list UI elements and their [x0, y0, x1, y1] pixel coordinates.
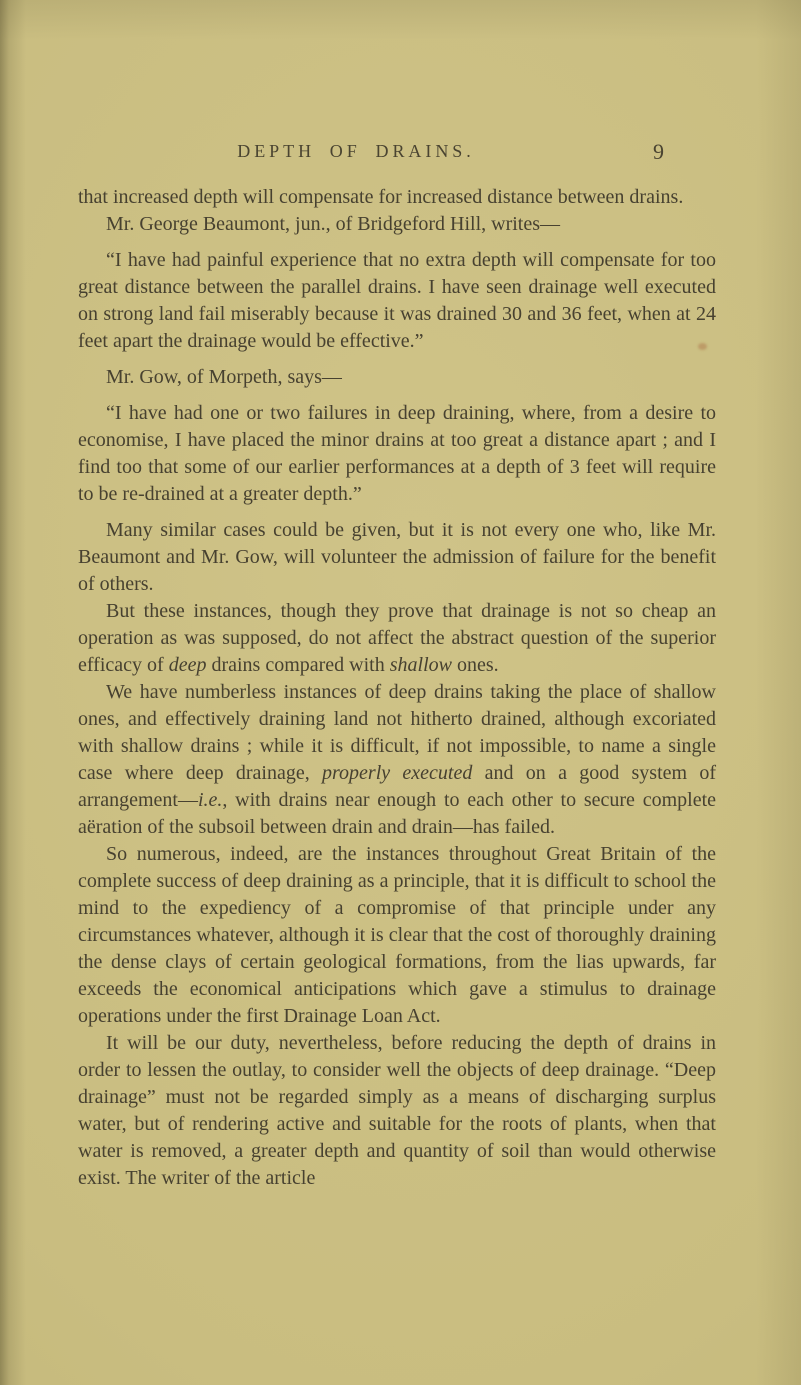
paragraph-body: It will be our duty, nevertheless, before reducing the depth of drains in order to lessen the outlay, to consider well the objects of deep drainage. “Deep drainage” must not be regarded simply as a means of discharging surplus water, but of rendering active and suitable for the roots of plants, when that water is removed, a greater depth and quantity of soil than would otherwise exist. The writer of the article: [78, 1032, 716, 1189]
paragraph-body: Mr. Gow, of Morpeth, says—: [106, 366, 342, 388]
paragraph-body: But these instances, though they prove that drainage is not so cheap an operation as was supposed, do not affect the abstract question of the superior efficacy of deep drains compared with shallow ones.: [78, 600, 716, 676]
paragraph-quote: “I have had one or two failures in deep draining, where, from a desire to economise, I have placed the minor drains at too great a distance apart ; and I find too that some of our earlier performances at a depth of 3 feet will require to be re-drained at a greater depth.”: [78, 402, 716, 505]
page-body: [78, 184, 716, 1192]
paragraph-body: We have numberless instances of deep drains taking the place of shallow ones, and effectively draining land not hitherto drained, although excoriated with shallow drains ; while it is difficult, if not impossible, to name a single case where deep drainage, properly executed and on a good system of arrangement—i.e., with drains near enough to each other to secure complete aëration of the subsoil between drain and drain—has failed.: [78, 681, 717, 838]
page-title: DEPTH OF DRAINS.: [237, 141, 475, 161]
paragraph-body: Many similar cases could be given, but it is not every one who, like Mr. Beaumont and Mr. Gow, will volunteer the admission of failure for the benefit of others.: [78, 519, 716, 595]
page-number: 9: [653, 139, 664, 164]
paper-blemish: [698, 343, 707, 350]
paragraph-body: Mr. George Beaumont, jun., of Bridgeford Hill, writes—: [106, 213, 561, 235]
running-head: [78, 141, 716, 171]
paragraph-body: So numerous, indeed, are the instances throughout Great Britain of the complete success of deep draining as a principle, that it is difficult to school the mind to the expediency of a compromise of that principle under any circumstances whatever, although it is clear that the cost of thoroughly draining the dense clays of certain geological formations, from the lias upwards, far exceeds the economical anticipations which gave a stimulus to drainage operations under the first Drainage Loan Act.: [78, 843, 716, 1027]
paragraph-quote: “I have had painful experience that no extra depth will compensate for too great distance between the parallel drains. I have seen drainage well executed on strong land fail miserably because it was drained 30 and 36 feet, when at 24 feet apart the drainage would be effective.”: [78, 249, 716, 352]
paragraph-continuation: that increased depth will compensate for increased distance between drains.: [78, 186, 684, 208]
